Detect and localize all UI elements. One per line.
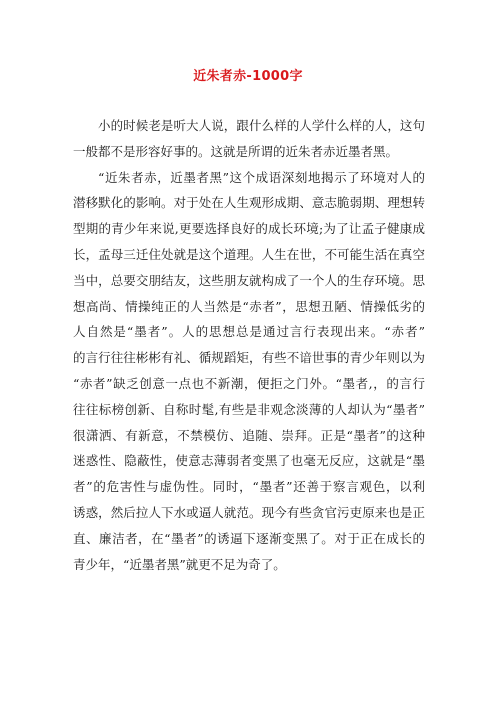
text-line: 诱惑，然后拉人下水或逼人就范。现今有些贪官污吏原来也是正 — [73, 504, 425, 520]
text-line: 潜移默化的影响。对于处在人生观形成期、意志脆弱期、理想转 — [73, 195, 425, 211]
text-line: “赤者”缺乏创意一点也不新潮，便拒之门外。“墨者,，的言行 — [73, 375, 425, 391]
text-line: 当中，总要交朋结友，这些朋友就构成了一个人的生存环境。思 — [73, 272, 425, 288]
text-line: 型期的青少年来说,更要选择良好的成长环境;为了让孟子健康成 — [73, 221, 425, 237]
document-title: 近朱者赤-1000字 — [193, 69, 303, 84]
text-line: “近朱者赤，近墨者黑”这个成语深刻地揭示了环境对人的 — [98, 169, 425, 185]
text-line: 直、廉洁者，在“墨者”的诱逼下逐渐变黑了。对于正在成长的 — [73, 530, 425, 546]
text-line: 人自然是“墨者”。人的思想总是通过言行表现出来。“赤者” — [73, 324, 425, 340]
text-line: 青少年，“近墨者黑”就更不足为奇了。 — [73, 556, 286, 572]
text-line: 小的时候老是听大人说，跟什么样的人学什么样的人，这句 — [98, 118, 425, 133]
text-line: 迷惑性、隐蔽性，使意志薄弱者变黑了也毫无反应，这就是“墨 — [73, 453, 425, 469]
text-line: 一般都不是形容好事的。这就是所谓的近朱者赤近墨者黑。 — [73, 143, 399, 159]
text-line: 想高尚、情操纯正的人当然是“赤者”，思想丑陋、情操低劣的 — [73, 298, 425, 314]
document-body — [73, 113, 425, 577]
text-line: 很潇洒、有新意，不禁模仿、追随、崇拜。正是“墨者”的这种 — [73, 427, 425, 443]
text-line: 者”的危害性与虚伪性。同时，“墨者”还善于察言观色，以利 — [73, 479, 425, 495]
text-line: 的言行往往彬彬有礼、循规蹈矩，有些不谙世事的青少年则以为 — [73, 350, 425, 366]
text-line: 往往标榜创新、自称时髦,有些是非观念淡薄的人却认为“墨者” — [73, 401, 425, 417]
text-line: 长，孟母三迁住处就是这个道理。人生在世，不可能生活在真空 — [73, 246, 425, 262]
